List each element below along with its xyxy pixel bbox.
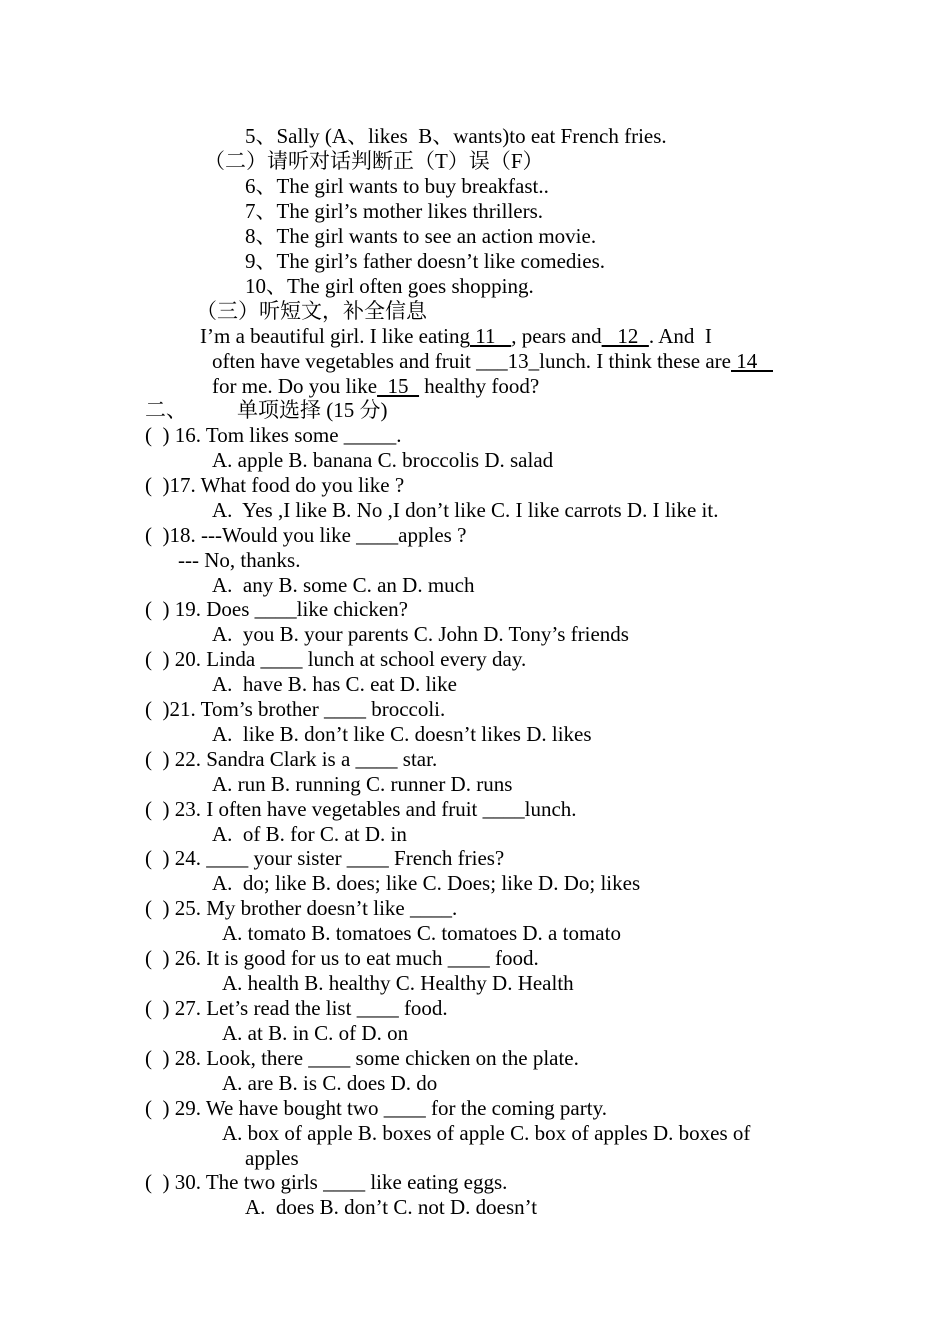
passage-text: healthy food? bbox=[419, 374, 540, 398]
question-16: ( ) 16. Tom likes some _____. bbox=[145, 423, 402, 447]
passage-line-1 bbox=[200, 324, 712, 349]
options-20: A. have B. has C. eat D. like bbox=[212, 672, 457, 696]
options-17: A. Yes ,I like B. No ,I don’t like C. I like carrots D. I like it. bbox=[212, 498, 719, 522]
question-21: ( )21. Tom’s brother ____ broccoli. bbox=[145, 697, 446, 721]
options-25: A. tomato B. tomatoes C. tomatoes D. a tomato bbox=[222, 921, 621, 945]
options-30: A. does B. don’t C. not D. doesn’t bbox=[245, 1195, 538, 1219]
passage-text: . And I bbox=[648, 324, 712, 348]
question-19: ( ) 19. Does ____like chicken? bbox=[145, 597, 409, 621]
question-24: ( ) 24. ____ your sister ____ French fries? bbox=[145, 846, 505, 870]
options-16: A. apple B. banana C. broccolis D. salad bbox=[212, 448, 554, 472]
tf-item: 7、The girl’s mother likes thrillers. bbox=[245, 199, 544, 223]
blank-12: 12 bbox=[601, 324, 649, 348]
passage-text: , pears and bbox=[511, 324, 602, 348]
question-18-reply: --- No, thanks. bbox=[178, 548, 301, 572]
section-two-number: 二、 bbox=[145, 398, 187, 422]
listening-q5: 5、Sally (A、likes B、wants)to eat French fries. bbox=[245, 124, 667, 148]
question-18: ( )18. ---Would you like ____apples ? bbox=[145, 523, 467, 547]
options-28: A. are B. is C. does D. do bbox=[222, 1071, 438, 1095]
question-28: ( ) 28. Look, there ____ some chicken on the plate. bbox=[145, 1046, 579, 1070]
question-30: ( ) 30. The two girls ____ like eating eggs. bbox=[145, 1170, 508, 1194]
options-26: A. health B. healthy C. Healthy D. Health bbox=[222, 971, 574, 995]
question-22: ( ) 22. Sandra Clark is a ____ star. bbox=[145, 747, 438, 771]
options-29: A. box of apple B. boxes of apple C. box of apples D. boxes of bbox=[222, 1121, 751, 1145]
question-29: ( ) 29. We have bought two ____ for the coming party. bbox=[145, 1096, 607, 1120]
passage-text: often have vegetables and fruit ___13_lunch. I think these are bbox=[212, 349, 731, 373]
blank-14: 14 bbox=[731, 349, 773, 373]
question-23: ( ) 23. I often have vegetables and fruit ____lunch. bbox=[145, 797, 577, 821]
question-25: ( ) 25. My brother doesn’t like ____. bbox=[145, 896, 458, 920]
passage-text: I’m a beautiful girl. I like eating bbox=[200, 324, 470, 348]
options-29-wrap: apples bbox=[245, 1146, 299, 1170]
question-26: ( ) 26. It is good for us to eat much ____ food. bbox=[145, 946, 539, 970]
options-24: A. do; like B. does; like C. Does; like D. Do; likes bbox=[212, 871, 641, 895]
passage-line-3 bbox=[212, 374, 539, 399]
question-17: ( )17. What food do you like ? bbox=[145, 473, 405, 497]
listening-section2-title: （二）请听对话判断正（T）误（F） bbox=[204, 149, 544, 173]
question-20: ( ) 20. Linda ____ lunch at school every day. bbox=[145, 647, 527, 671]
options-23: A. of B. for C. at D. in bbox=[212, 822, 407, 846]
question-27: ( ) 27. Let’s read the list ____ food. bbox=[145, 996, 448, 1020]
options-27: A. at B. in C. of D. on bbox=[222, 1021, 409, 1045]
tf-item: 10、The girl often goes shopping. bbox=[245, 274, 534, 298]
options-22: A. run B. running C. runner D. runs bbox=[212, 772, 513, 796]
listening-section3-title: （三）听短文，补全信息 bbox=[196, 299, 427, 323]
tf-item: 9、The girl’s father doesn’t like comedies. bbox=[245, 249, 606, 273]
section-two-title: 单项选择 (15 分) bbox=[237, 398, 388, 422]
blank-15: 15 bbox=[377, 374, 420, 398]
passage-line-2 bbox=[212, 349, 773, 374]
passage-text: for me. Do you like bbox=[212, 374, 378, 398]
options-19: A. you B. your parents C. John D. Tony’s friends bbox=[212, 622, 629, 646]
options-21: A. like B. don’t like C. doesn’t likes D. likes bbox=[212, 722, 592, 746]
tf-item: 6、The girl wants to buy breakfast.. bbox=[245, 174, 549, 198]
blank-11: 11 bbox=[470, 324, 512, 348]
options-18: A. any B. some C. an D. much bbox=[212, 573, 475, 597]
tf-item: 8、The girl wants to see an action movie. bbox=[245, 224, 597, 248]
